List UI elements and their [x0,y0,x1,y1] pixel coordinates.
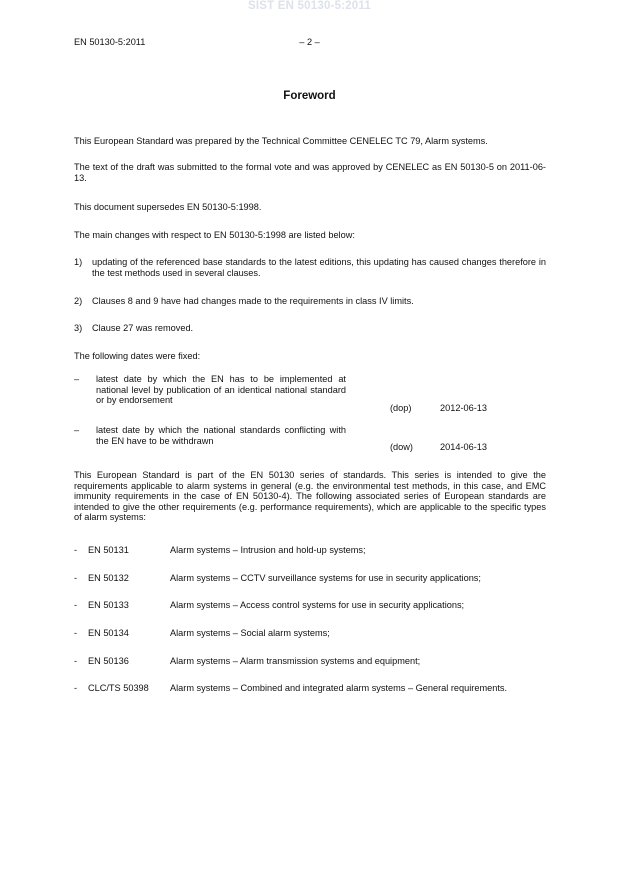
paragraph-committee: This European Standard was prepared by the Technical Committee CENELEC TC 79, Alarm systems. [74,136,488,146]
document-id: EN 50130-5:2011 [74,37,146,47]
standard-code: EN 50134 [88,628,129,638]
change-text: Clause 27 was removed. [92,323,194,333]
change-item [74,257,546,279]
standard-item [74,545,554,557]
change-number: 2) [74,296,83,306]
standard-code: EN 50136 [88,656,129,666]
date-description: latest date by which the national standards conflicting with the EN have to be withdrawn [96,425,346,446]
list-dash: - [74,683,78,693]
date-abbreviation: (dop) [390,403,412,413]
change-text: updating of the referenced base standards to the latest editions, this updating has caused changes therefore in the test methods used in several clauses. [92,257,546,278]
paragraph-approval: The text of the draft was submitted to the formal vote and was approved by CENELEC as EN 50130-5 on 2011-06-13. [74,162,546,183]
list-dash: - [74,656,78,666]
paragraph-dates-intro: The following dates were fixed: [74,351,201,361]
paragraph-supersedes: This document supersedes EN 50130-5:1998. [74,202,262,212]
paragraph-series: This European Standard is part of the EN 50130 series of standards. This series is intended to give the requirements applicable to alarm systems in general (e.g. the environmental test methods, in this case, and EMC immunity requirements in the case of EN 50130-4). The following associated series of European standards are intended to give the other requirements (e.g. performance requirements), which are applicable to the specific types of alarm systems: [74,470,546,523]
standard-item [74,573,554,585]
change-item [74,323,546,334]
paragraph-changes-intro: The main changes with respect to EN 50130-5:1998 are listed below: [74,230,355,240]
change-number: 3) [74,323,83,333]
change-number: 1) [74,257,83,267]
change-item [74,296,546,307]
date-value: 2014-06-13 [440,442,487,452]
list-dash: - [74,545,78,555]
standard-code: EN 50132 [88,573,129,583]
watermark: SIST EN 50130-5:2011 [248,0,371,12]
change-text: Clauses 8 and 9 have had changes made to the requirements in class IV limits. [92,296,414,306]
standard-title: Alarm systems – Alarm transmission systems and equipment; [170,656,421,666]
page-number: – 2 – [299,37,320,47]
list-dash: - [74,628,78,638]
date-item-dow [74,425,546,455]
date-item-dop [74,374,546,414]
standard-item [74,600,554,612]
list-dash: - [74,573,78,583]
list-dash: – [74,374,80,384]
standard-code: EN 50133 [88,600,129,610]
standard-title: Alarm systems – Access control systems for use in security applications; [170,600,465,610]
list-dash: – [74,425,80,435]
list-dash: - [74,600,78,610]
standard-title: Alarm systems – Social alarm systems; [170,628,330,638]
standard-title: Alarm systems – Intrusion and hold-up systems; [170,545,366,555]
date-description: latest date by which the EN has to be implemented at national level by publication of an identical national standard or by endorsement [96,374,346,406]
date-value: 2012-06-13 [440,403,487,413]
standard-code: EN 50131 [88,545,129,555]
date-abbreviation: (dow) [390,442,413,452]
standard-item [74,656,554,668]
standard-title: Alarm systems – Combined and integrated alarm systems – General requirements. [170,683,508,693]
page-title: Foreword [283,90,336,102]
standard-title: Alarm systems – CCTV surveillance systems for use in security applications; [170,573,481,583]
standard-item [74,628,554,640]
standard-item [74,683,554,695]
standard-code: CLC/TS 50398 [88,683,149,693]
